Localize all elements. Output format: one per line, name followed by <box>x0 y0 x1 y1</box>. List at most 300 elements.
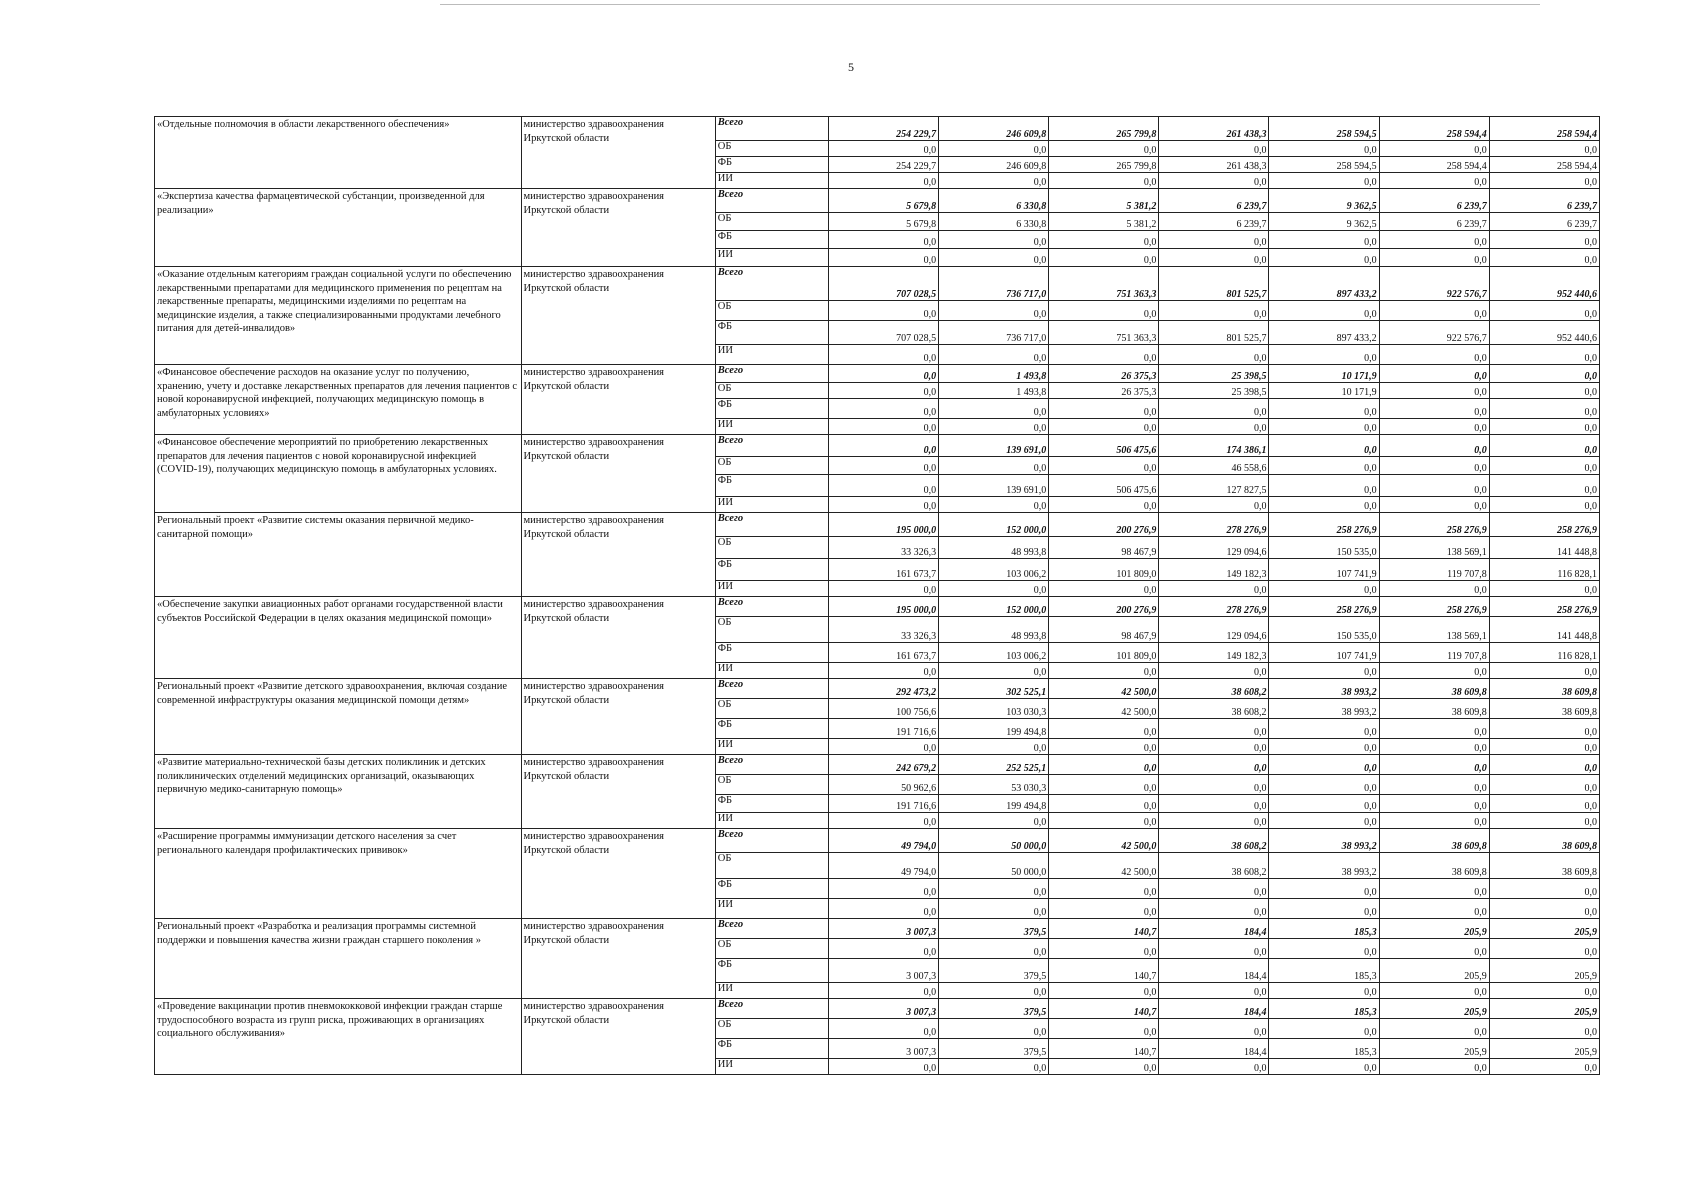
amount-cell: 48 993,8 <box>939 537 1049 559</box>
amount-cell: 138 569,1 <box>1379 617 1489 643</box>
amount-cell: 258 276,9 <box>1269 513 1379 537</box>
amount-cell: 38 609,8 <box>1379 699 1489 719</box>
amount-cell: 0,0 <box>1159 497 1269 513</box>
amount-cell: 0,0 <box>1379 581 1489 597</box>
amount-cell: 0,0 <box>1379 1019 1489 1039</box>
amount-cell: 0,0 <box>828 419 938 435</box>
amount-cell: 26 375,3 <box>1049 365 1159 383</box>
amount-cell: 801 525,7 <box>1159 321 1269 345</box>
amount-cell: 252 525,1 <box>939 755 1049 775</box>
amount-cell: 258 594,4 <box>1489 157 1599 173</box>
amount-cell: 0,0 <box>1049 755 1159 775</box>
amount-cell: 0,0 <box>1159 899 1269 919</box>
amount-cell: 0,0 <box>1379 813 1489 829</box>
amount-cell: 0,0 <box>1159 719 1269 739</box>
funding-source-cell: ОБ <box>715 213 828 231</box>
amount-cell: 141 448,8 <box>1489 617 1599 643</box>
amount-cell: 5 679,8 <box>828 213 938 231</box>
amount-cell: 49 794,0 <box>828 829 938 853</box>
amount-cell: 258 594,4 <box>1379 117 1489 141</box>
amount-cell: 139 691,0 <box>939 475 1049 497</box>
amount-cell: 205,9 <box>1489 919 1599 939</box>
amount-cell: 0,0 <box>939 419 1049 435</box>
amount-cell: 0,0 <box>1379 775 1489 795</box>
amount-cell: 0,0 <box>1379 983 1489 999</box>
amount-cell: 261 438,3 <box>1159 117 1269 141</box>
amount-cell: 6 239,7 <box>1159 189 1269 213</box>
amount-cell: 98 467,9 <box>1049 617 1159 643</box>
funding-source-cell: ОБ <box>715 617 828 643</box>
amount-cell: 0,0 <box>1379 399 1489 419</box>
amount-cell: 0,0 <box>828 813 938 829</box>
amount-cell: 261 438,3 <box>1159 157 1269 173</box>
amount-cell: 38 993,2 <box>1269 829 1379 853</box>
amount-cell: 184,4 <box>1159 959 1269 983</box>
amount-cell: 185,3 <box>1269 919 1379 939</box>
activity-name-cell: «Экспертиза качества фармацевтической субстанции, произведенной для реализации» <box>155 189 522 267</box>
amount-cell: 119 707,8 <box>1379 559 1489 581</box>
amount-cell: 0,0 <box>1489 457 1599 475</box>
executor-cell: министерство здравоохранения Иркутской области <box>521 679 715 755</box>
amount-cell: 0,0 <box>1159 795 1269 813</box>
amount-cell: 707 028,5 <box>828 267 938 301</box>
amount-cell: 0,0 <box>1489 345 1599 365</box>
amount-cell: 103 006,2 <box>939 559 1049 581</box>
amount-cell: 191 716,6 <box>828 719 938 739</box>
amount-cell: 107 741,9 <box>1269 559 1379 581</box>
amount-cell: 191 716,6 <box>828 795 938 813</box>
amount-cell: 0,0 <box>1489 899 1599 919</box>
funding-source-cell: ОБ <box>715 775 828 795</box>
amount-cell: 140,7 <box>1049 959 1159 983</box>
amount-cell: 0,0 <box>828 141 938 157</box>
amount-cell: 0,0 <box>1269 231 1379 249</box>
amount-cell: 0,0 <box>939 173 1049 189</box>
activity-name-cell: «Оказание отдельным категориям граждан социальной услуги по обеспечению лекарственными препаратами для медицинского применения по рецептам на лекарственные препараты, медицинскими изделиями по рецептам на медицинские изделия, а также специализированными продуктами лечебного питания для детей-инвалидов» <box>155 267 522 365</box>
amount-cell: 42 500,0 <box>1049 699 1159 719</box>
amount-cell: 38 608,2 <box>1159 829 1269 853</box>
executor-cell: министерство здравоохранения Иркутской области <box>521 267 715 365</box>
amount-cell: 258 594,4 <box>1489 117 1599 141</box>
activity-name-cell: «Обеспечение закупки авиационных работ органами государственной власти субъектов Российской Федерации в целях оказания медицинской помощи» <box>155 597 522 679</box>
amount-cell: 0,0 <box>1269 879 1379 899</box>
amount-cell: 246 609,8 <box>939 157 1049 173</box>
amount-cell: 0,0 <box>1489 173 1599 189</box>
amount-cell: 707 028,5 <box>828 321 938 345</box>
amount-cell: 0,0 <box>939 345 1049 365</box>
table-row <box>155 679 1600 699</box>
amount-cell: 0,0 <box>828 383 938 399</box>
amount-cell: 0,0 <box>828 457 938 475</box>
amount-cell: 6 239,7 <box>1379 213 1489 231</box>
amount-cell: 150 535,0 <box>1269 537 1379 559</box>
amount-cell: 38 609,8 <box>1379 853 1489 879</box>
amount-cell: 38 608,2 <box>1159 679 1269 699</box>
amount-cell: 0,0 <box>939 497 1049 513</box>
amount-cell: 200 276,9 <box>1049 597 1159 617</box>
amount-cell: 0,0 <box>939 141 1049 157</box>
amount-cell: 0,0 <box>1269 581 1379 597</box>
amount-cell: 0,0 <box>1049 301 1159 321</box>
page-number: 5 <box>848 60 854 74</box>
amount-cell: 0,0 <box>1269 755 1379 775</box>
funding-source-cell: ФБ <box>715 321 828 345</box>
table-row <box>155 189 1600 213</box>
amount-cell: 38 608,2 <box>1159 853 1269 879</box>
table-body <box>155 117 1600 1075</box>
amount-cell: 0,0 <box>1489 1059 1599 1075</box>
amount-cell: 258 594,5 <box>1269 157 1379 173</box>
amount-cell: 0,0 <box>1049 1059 1159 1075</box>
amount-cell: 0,0 <box>1049 419 1159 435</box>
amount-cell: 6 330,8 <box>939 189 1049 213</box>
amount-cell: 736 717,0 <box>939 321 1049 345</box>
amount-cell: 0,0 <box>828 983 938 999</box>
amount-cell: 0,0 <box>1379 383 1489 399</box>
amount-cell: 0,0 <box>1489 755 1599 775</box>
funding-source-cell: ФБ <box>715 231 828 249</box>
amount-cell: 48 993,8 <box>939 617 1049 643</box>
amount-cell: 0,0 <box>939 231 1049 249</box>
amount-cell: 184,4 <box>1159 1039 1269 1059</box>
amount-cell: 0,0 <box>1489 475 1599 497</box>
amount-cell: 0,0 <box>1379 249 1489 267</box>
amount-cell: 897 433,2 <box>1269 267 1379 301</box>
funding-source-cell: Всего <box>715 189 828 213</box>
amount-cell: 0,0 <box>1379 755 1489 775</box>
amount-cell: 199 494,8 <box>939 795 1049 813</box>
amount-cell: 5 679,8 <box>828 189 938 213</box>
amount-cell: 38 609,8 <box>1489 853 1599 879</box>
amount-cell: 0,0 <box>828 1059 938 1075</box>
amount-cell: 38 609,8 <box>1379 679 1489 699</box>
activity-name-cell: «Расширение программы иммунизации детского населения за счет регионального календаря профилактических прививок» <box>155 829 522 919</box>
amount-cell: 38 993,2 <box>1269 699 1379 719</box>
amount-cell: 0,0 <box>1379 795 1489 813</box>
amount-cell: 0,0 <box>1379 497 1489 513</box>
amount-cell: 107 741,9 <box>1269 643 1379 663</box>
funding-source-cell: ФБ <box>715 719 828 739</box>
activity-name-cell: «Развитие материально-технической базы детских поликлиник и детских поликлинических отделений медицинских организаций, оказывающих первичную медико-санитарную помощь» <box>155 755 522 829</box>
amount-cell: 0,0 <box>1049 795 1159 813</box>
amount-cell: 184,4 <box>1159 919 1269 939</box>
executor-cell: министерство здравоохранения Иркутской области <box>521 999 715 1075</box>
amount-cell: 127 827,5 <box>1159 475 1269 497</box>
amount-cell: 751 363,3 <box>1049 267 1159 301</box>
amount-cell: 0,0 <box>939 983 1049 999</box>
amount-cell: 3 007,3 <box>828 1039 938 1059</box>
amount-cell: 0,0 <box>1049 983 1159 999</box>
funding-source-cell: ОБ <box>715 141 828 157</box>
executor-cell: министерство здравоохранения Иркутской области <box>521 513 715 597</box>
funding-source-cell: Всего <box>715 597 828 617</box>
funding-source-cell: ИИ <box>715 345 828 365</box>
amount-cell: 205,9 <box>1489 959 1599 983</box>
amount-cell: 0,0 <box>1159 775 1269 795</box>
executor-cell: министерство здравоохранения Иркутской области <box>521 919 715 999</box>
table-row <box>155 435 1600 457</box>
amount-cell: 246 609,8 <box>939 117 1049 141</box>
amount-cell: 0,0 <box>1489 301 1599 321</box>
amount-cell: 116 828,1 <box>1489 559 1599 581</box>
executor-cell: министерство здравоохранения Иркутской области <box>521 365 715 435</box>
amount-cell: 0,0 <box>1379 231 1489 249</box>
table-row <box>155 597 1600 617</box>
funding-source-cell: ОБ <box>715 457 828 475</box>
amount-cell: 0,0 <box>1269 173 1379 189</box>
amount-cell: 0,0 <box>1049 739 1159 755</box>
amount-cell: 0,0 <box>828 345 938 365</box>
executor-cell: министерство здравоохранения Иркутской области <box>521 117 715 189</box>
amount-cell: 265 799,8 <box>1049 157 1159 173</box>
amount-cell: 379,5 <box>939 959 1049 983</box>
amount-cell: 0,0 <box>1269 457 1379 475</box>
amount-cell: 0,0 <box>1379 663 1489 679</box>
funding-source-cell: ОБ <box>715 939 828 959</box>
amount-cell: 0,0 <box>1049 775 1159 795</box>
amount-cell: 0,0 <box>1159 231 1269 249</box>
table-row <box>155 513 1600 537</box>
amount-cell: 50 962,6 <box>828 775 938 795</box>
funding-table <box>154 116 1600 1075</box>
funding-source-cell: Всего <box>715 829 828 853</box>
amount-cell: 50 000,0 <box>939 829 1049 853</box>
amount-cell: 0,0 <box>1269 813 1379 829</box>
amount-cell: 0,0 <box>1159 663 1269 679</box>
amount-cell: 149 182,3 <box>1159 559 1269 581</box>
amount-cell: 3 007,3 <box>828 959 938 983</box>
amount-cell: 0,0 <box>1379 899 1489 919</box>
amount-cell: 952 440,6 <box>1489 267 1599 301</box>
amount-cell: 0,0 <box>1379 419 1489 435</box>
amount-cell: 0,0 <box>828 399 938 419</box>
amount-cell: 0,0 <box>1489 365 1599 383</box>
amount-cell: 5 381,2 <box>1049 189 1159 213</box>
amount-cell: 184,4 <box>1159 999 1269 1019</box>
amount-cell: 10 171,9 <box>1269 383 1379 399</box>
amount-cell: 152 000,0 <box>939 597 1049 617</box>
amount-cell: 0,0 <box>1379 879 1489 899</box>
activity-name-cell: Региональный проект «Разработка и реализация программы системной поддержки и повышения качества жизни граждан старшего поколения » <box>155 919 522 999</box>
amount-cell: 0,0 <box>1379 173 1489 189</box>
activity-name-cell: «Отдельные полномочия в области лекарственного обеспечения» <box>155 117 522 189</box>
amount-cell: 42 500,0 <box>1049 853 1159 879</box>
amount-cell: 195 000,0 <box>828 597 938 617</box>
funding-source-cell: Всего <box>715 267 828 301</box>
amount-cell: 0,0 <box>1049 663 1159 679</box>
amount-cell: 0,0 <box>1489 663 1599 679</box>
amount-cell: 0,0 <box>1269 399 1379 419</box>
amount-cell: 0,0 <box>1379 457 1489 475</box>
amount-cell: 6 239,7 <box>1159 213 1269 231</box>
amount-cell: 0,0 <box>1489 813 1599 829</box>
amount-cell: 42 500,0 <box>1049 829 1159 853</box>
amount-cell: 49 794,0 <box>828 853 938 879</box>
amount-cell: 0,0 <box>1159 879 1269 899</box>
amount-cell: 46 558,6 <box>1159 457 1269 475</box>
amount-cell: 205,9 <box>1489 1039 1599 1059</box>
amount-cell: 0,0 <box>1049 899 1159 919</box>
funding-source-cell: ИИ <box>715 1059 828 1075</box>
amount-cell: 0,0 <box>939 301 1049 321</box>
amount-cell: 101 809,0 <box>1049 643 1159 663</box>
amount-cell: 185,3 <box>1269 1039 1379 1059</box>
amount-cell: 0,0 <box>1489 383 1599 399</box>
table-row <box>155 829 1600 853</box>
executor-cell: министерство здравоохранения Иркутской области <box>521 435 715 513</box>
amount-cell: 379,5 <box>939 919 1049 939</box>
amount-cell: 0,0 <box>828 899 938 919</box>
amount-cell: 0,0 <box>1159 249 1269 267</box>
amount-cell: 0,0 <box>1379 435 1489 457</box>
amount-cell: 0,0 <box>1159 345 1269 365</box>
funding-source-cell: Всего <box>715 999 828 1019</box>
amount-cell: 129 094,6 <box>1159 617 1269 643</box>
amount-cell: 0,0 <box>939 581 1049 597</box>
amount-cell: 0,0 <box>1269 345 1379 365</box>
amount-cell: 0,0 <box>1379 1059 1489 1075</box>
amount-cell: 25 398,5 <box>1159 383 1269 399</box>
funding-source-cell: Всего <box>715 679 828 699</box>
amount-cell: 103 030,3 <box>939 699 1049 719</box>
amount-cell: 0,0 <box>1049 399 1159 419</box>
table-row <box>155 365 1600 383</box>
executor-cell: министерство здравоохранения Иркутской области <box>521 755 715 829</box>
amount-cell: 0,0 <box>1159 939 1269 959</box>
amount-cell: 53 030,3 <box>939 775 1049 795</box>
funding-source-cell: ОБ <box>715 853 828 879</box>
amount-cell: 38 609,8 <box>1489 699 1599 719</box>
amount-cell: 0,0 <box>1269 435 1379 457</box>
amount-cell: 952 440,6 <box>1489 321 1599 345</box>
amount-cell: 0,0 <box>828 581 938 597</box>
amount-cell: 0,0 <box>1489 231 1599 249</box>
amount-cell: 141 448,8 <box>1489 537 1599 559</box>
amount-cell: 0,0 <box>1489 399 1599 419</box>
funding-source-cell: ИИ <box>715 813 828 829</box>
activity-name-cell: Региональный проект «Развитие системы оказания первичной медико-санитарной помощи» <box>155 513 522 597</box>
amount-cell: 0,0 <box>1489 581 1599 597</box>
amount-cell: 506 475,6 <box>1049 435 1159 457</box>
amount-cell: 3 007,3 <box>828 999 938 1019</box>
amount-cell: 103 006,2 <box>939 643 1049 663</box>
amount-cell: 0,0 <box>828 365 938 383</box>
amount-cell: 0,0 <box>828 1019 938 1039</box>
amount-cell: 254 229,7 <box>828 157 938 173</box>
amount-cell: 140,7 <box>1049 1039 1159 1059</box>
amount-cell: 0,0 <box>828 173 938 189</box>
amount-cell: 0,0 <box>1269 719 1379 739</box>
amount-cell: 0,0 <box>1379 739 1489 755</box>
amount-cell: 38 993,2 <box>1269 679 1379 699</box>
amount-cell: 258 594,5 <box>1269 117 1379 141</box>
amount-cell: 0,0 <box>1159 983 1269 999</box>
funding-source-cell: ИИ <box>715 249 828 267</box>
funding-source-cell: ИИ <box>715 739 828 755</box>
amount-cell: 265 799,8 <box>1049 117 1159 141</box>
amount-cell: 0,0 <box>1049 581 1159 597</box>
funding-source-cell: ОБ <box>715 301 828 321</box>
amount-cell: 205,9 <box>1379 959 1489 983</box>
amount-cell: 0,0 <box>1489 419 1599 435</box>
funding-source-cell: Всего <box>715 365 828 383</box>
amount-cell: 258 276,9 <box>1269 597 1379 617</box>
amount-cell: 0,0 <box>828 231 938 249</box>
amount-cell: 0,0 <box>939 457 1049 475</box>
amount-cell: 0,0 <box>1049 879 1159 899</box>
amount-cell: 140,7 <box>1049 999 1159 1019</box>
amount-cell: 0,0 <box>1049 813 1159 829</box>
amount-cell: 0,0 <box>1269 141 1379 157</box>
amount-cell: 0,0 <box>939 1059 1049 1075</box>
funding-source-cell: ИИ <box>715 497 828 513</box>
amount-cell: 0,0 <box>1159 419 1269 435</box>
table-row <box>155 755 1600 775</box>
amount-cell: 258 276,9 <box>1379 513 1489 537</box>
funding-source-cell: ИИ <box>715 419 828 435</box>
executor-cell: министерство здравоохранения Иркутской области <box>521 189 715 267</box>
funding-source-cell: ФБ <box>715 795 828 813</box>
amount-cell: 0,0 <box>1489 141 1599 157</box>
amount-cell: 0,0 <box>1379 365 1489 383</box>
amount-cell: 3 007,3 <box>828 919 938 939</box>
amount-cell: 139 691,0 <box>939 435 1049 457</box>
amount-cell: 0,0 <box>1159 141 1269 157</box>
amount-cell: 0,0 <box>828 497 938 513</box>
funding-source-cell: Всего <box>715 919 828 939</box>
activity-name-cell: «Финансовое обеспечение мероприятий по приобретению лекарственных препаратов для лечения пациентов с новой коронавирусной инфекцией (COVID-19), получающих медицинскую помощь в амбулаторных условиях. <box>155 435 522 513</box>
table-row <box>155 117 1600 141</box>
amount-cell: 0,0 <box>1159 813 1269 829</box>
amount-cell: 0,0 <box>1489 775 1599 795</box>
amount-cell: 0,0 <box>1049 249 1159 267</box>
amount-cell: 38 609,8 <box>1489 679 1599 699</box>
amount-cell: 0,0 <box>1159 739 1269 755</box>
funding-source-cell: ФБ <box>715 399 828 419</box>
amount-cell: 0,0 <box>1489 739 1599 755</box>
table-row <box>155 999 1600 1019</box>
amount-cell: 42 500,0 <box>1049 679 1159 699</box>
amount-cell: 0,0 <box>1489 1019 1599 1039</box>
amount-cell: 33 326,3 <box>828 537 938 559</box>
amount-cell: 0,0 <box>1269 419 1379 435</box>
amount-cell: 0,0 <box>1269 983 1379 999</box>
amount-cell: 0,0 <box>939 739 1049 755</box>
amount-cell: 149 182,3 <box>1159 643 1269 663</box>
amount-cell: 0,0 <box>1379 141 1489 157</box>
amount-cell: 185,3 <box>1269 999 1379 1019</box>
amount-cell: 26 375,3 <box>1049 383 1159 399</box>
amount-cell: 0,0 <box>828 939 938 959</box>
amount-cell: 0,0 <box>939 249 1049 267</box>
funding-source-cell: ФБ <box>715 157 828 173</box>
amount-cell: 38 609,8 <box>1489 829 1599 853</box>
funding-table-container <box>154 116 1600 1075</box>
amount-cell: 0,0 <box>939 939 1049 959</box>
amount-cell: 10 171,9 <box>1269 365 1379 383</box>
amount-cell: 0,0 <box>828 249 938 267</box>
amount-cell: 0,0 <box>1489 497 1599 513</box>
amount-cell: 379,5 <box>939 1039 1049 1059</box>
amount-cell: 0,0 <box>1489 983 1599 999</box>
amount-cell: 199 494,8 <box>939 719 1049 739</box>
amount-cell: 278 276,9 <box>1159 513 1269 537</box>
amount-cell: 101 809,0 <box>1049 559 1159 581</box>
amount-cell: 0,0 <box>1159 399 1269 419</box>
amount-cell: 0,0 <box>1269 939 1379 959</box>
amount-cell: 1 493,8 <box>939 383 1049 399</box>
amount-cell: 258 276,9 <box>1379 597 1489 617</box>
